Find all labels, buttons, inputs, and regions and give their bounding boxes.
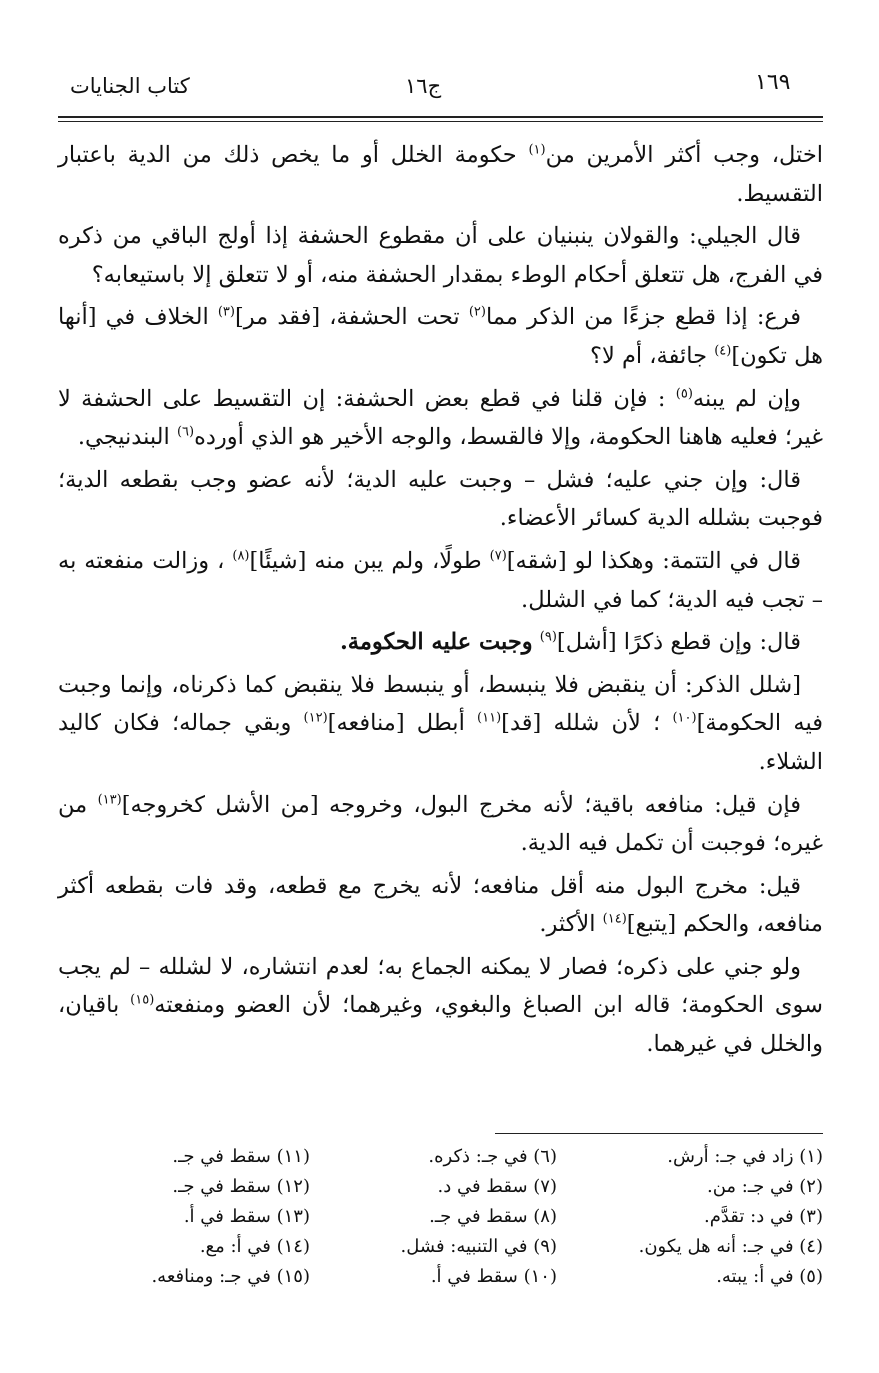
footnote: (٥) في أ: يبته. xyxy=(716,1266,823,1287)
header-rule-thin xyxy=(58,121,823,122)
paragraph: فرع: إذا قطع جزءًا من الذكر مما$^{(٢)}$ تحت الحشفة، [فقد مر]$^{(٣)}$ الخلاف في [أنها هل تكون]$^{(٤)}$ جائفة، أم لا؟ xyxy=(58,304,823,369)
footnote: (١٥) في جـ: ومنافعه. xyxy=(151,1266,310,1287)
footnote: (١٣) سقط في أ. xyxy=(183,1206,310,1227)
paragraph: قال في التتمة: وهكذا لو [شقه]$^{(٧)}$ طولًا، ولم يبن منه [شيئًا]$^{(٨)}$ ، وزالت منفعته به – تجب فيه الدية؛ كما في الشلل. xyxy=(58,547,823,613)
footnote: (٣) في د: تقدَّم. xyxy=(703,1206,823,1227)
footnotes-column-1 xyxy=(583,1142,823,1292)
footnotes-column-3 xyxy=(70,1142,310,1292)
footnote-separator xyxy=(495,1133,823,1134)
paragraph: اختل، وجب أكثر الأمرين من$^{(١)}$ حكومة الخلل أو ما يخص ذلك من الدية باعتبار التقسيط. xyxy=(58,142,823,207)
footnote: (٨) سقط في جـ. xyxy=(429,1206,557,1227)
header-rule-thick xyxy=(58,116,823,118)
footnote: (٧) سقط في د. xyxy=(437,1176,557,1197)
paragraph: ولو جني على ذكره؛ فصار لا يمكنه الجماع به؛ لعدم انتشاره، لا لشلله – لم يجب سوى الحكومة؛ قاله ابن الصباغ والبغوي، وغيرهما؛ لأن العضو ومنفعته$^{(١٥)}$ باقيان، والخلل في غيرهما. xyxy=(58,953,823,1058)
footnote: (٩) في التنبيه: فشل. xyxy=(400,1236,557,1257)
paragraph: قال: وإن قطع ذكرًا [أشل]$^{(٩)}$ وجبت عليه الحكومة. xyxy=(339,629,801,656)
paragraph: قال الجيلي: والقولان ينبنيان على أن مقطوع الحشفة إذا أولج الباقي من ذكره في الفرج، هل تتعلق أحكام الوطء بمقدار الحشفة منه، أو لا تتعلق إلا باستيعابه؟ xyxy=(58,223,823,288)
footnotes-column-2 xyxy=(317,1142,557,1292)
running-title: كتاب الجنايات xyxy=(70,74,190,98)
main-text xyxy=(58,136,823,1068)
page-number: ١٦٩ xyxy=(755,70,791,95)
paragraph: قيل: مخرج البول منه أقل منافعه؛ لأنه يخرج مع قطعه، وقد فات بقطعه أكثر منافعه، والحكم [يتبع]$^{(١٤)}$ الأكثر. xyxy=(58,872,823,938)
paragraph: [شلل الذكر: أن ينقبض فلا ينبسط، أو ينبسط فلا ينقبض كما ذكرناه، وإنما وجبت فيه الحكومة]$^{(١٠)}$ ؛ لأن شلله [قد]$^{(١١)}$ أبطل [منافعه]$^{(١٢)}$ وبقي جماله؛ فكان كاليد الشلاء. xyxy=(58,671,823,775)
footnote: (١١) سقط في جـ. xyxy=(172,1146,310,1167)
paragraph: قال: وإن جني عليه؛ فشل – وجبت عليه الدية؛ لأنه عضو وجب بقطعه الدية؛ فوجبت بشلله الدية كسائر الأعضاء. xyxy=(58,466,823,532)
volume-label: ج١٦ xyxy=(405,74,442,98)
footnote: (١٤) في أ: مع. xyxy=(199,1236,310,1257)
footnote: (١٢) سقط في جـ. xyxy=(172,1176,310,1197)
footnote: (٤) في جـ: أنه هل يكون. xyxy=(638,1236,823,1257)
paragraph: وإن لم يبنه$^{(٥)}$ : فإن قلنا في قطع بعض الحشفة: إن التقسيط على الحشفة لا غير؛ فعليه هاهنا الحكومة، وإلا فالقسط، والوجه الأخير هو الذي أورده$^{(٦)}$ البندنيجي. xyxy=(58,385,823,451)
footnote: (١٠) سقط في أ. xyxy=(430,1266,557,1287)
footnote: (٢) في جـ: من. xyxy=(706,1176,823,1197)
paragraph: فإن قيل: منافعه باقية؛ لأنه مخرج البول، وخروجه [من الأشل كخروجه]$^{(١٣)}$ من غيره؛ فوجبت أن تكمل فيه الدية. xyxy=(58,791,823,857)
footnote: (١) زاد في جـ: أرش. xyxy=(667,1146,823,1167)
footnote: (٦) في جـ: ذكره. xyxy=(428,1146,557,1167)
